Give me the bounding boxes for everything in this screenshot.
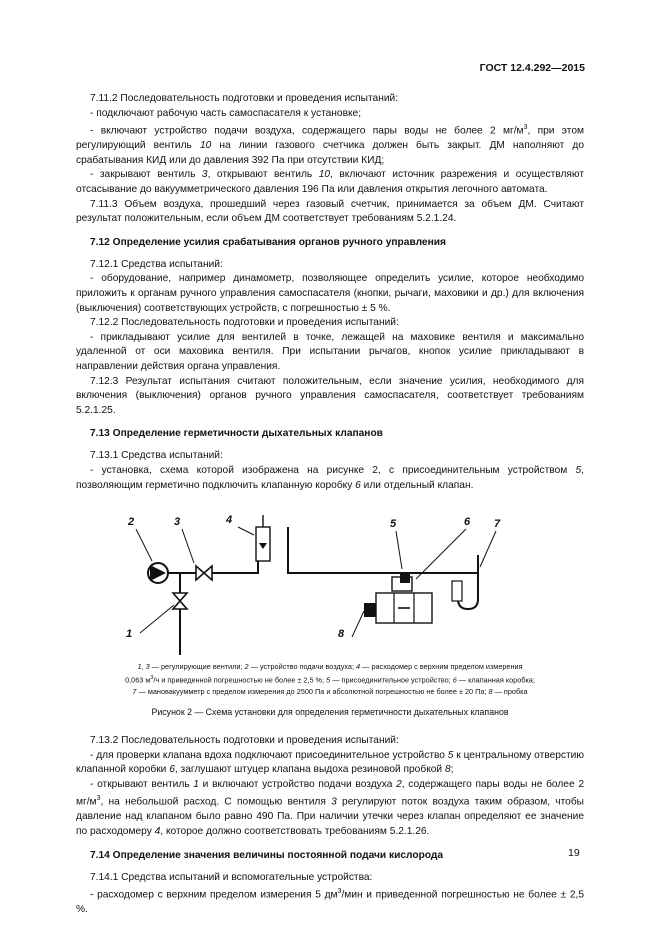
section-heading: 7.13 Определение герметичности дыхательных клапанов bbox=[90, 428, 383, 440]
label-6: 6 bbox=[464, 516, 471, 529]
label-4: 4 bbox=[226, 514, 233, 527]
page-content bbox=[76, 92, 584, 918]
page-number: 19 bbox=[568, 847, 580, 859]
document-header: ГОСТ 12.4.292—2015 bbox=[479, 62, 585, 74]
paragraph: 7.11.2 Последовательность подготовки и проведения испытаний: bbox=[90, 93, 399, 104]
pipe-main bbox=[288, 527, 478, 573]
paragraph: - для проверки клапана вдоха подключают присоединительное устройство 5 к центральному отверстию клапанной коробки 6, заглушают штуцер клапана выдоха резиновой пробкой 8; bbox=[76, 749, 584, 776]
paragraph: - прикладывают усилие для вентилей в точке, лежащей на маховике вентиля и максимально удаленной от оси маховика вентиля. При испытании рычагов, кнопок усилие прикладывают в направлении действия органа управления. bbox=[76, 331, 584, 372]
paragraph: - включают устройство подачи воздуха, содержащего пары воды не более 2 $мг/м^3$, при этом регулирующий вентиль 10 на линии газового счетчика должен быть закрыт. ДМ наполняют до срабатывания КИД или до давления 392 Па при отсутствии КИД; bbox=[76, 124, 585, 166]
paragraph: 7.12.1 Средства испытаний: bbox=[90, 258, 223, 270]
paragraph: - подключают рабочую часть самоспасателя к установке; bbox=[90, 107, 362, 119]
paragraph: - открывают вентиль 1 и включают устройство подачи воздуха 2, содержащего пары воды не более 2 $мг/м^3$, на небольшой расход. С помощью вентиля 3 регулируют поток воздуха таким образом, чтобы давление над клапаном было равно 490 Па. При наличии утечки через клапан определяют ее значение по расходомеру 4, которое должно соответствовать требованиям 5.2.1.26. bbox=[76, 778, 584, 837]
paragraph: - расходомер с верхним пределом измерения 5 $дм^3$/мин и приведенной погрешностью не более ± 2,5 %. bbox=[76, 888, 584, 916]
label-2: 2 bbox=[128, 516, 135, 529]
label-5: 5 bbox=[390, 518, 397, 531]
plug-8-icon bbox=[364, 603, 376, 617]
section-heading: 7.14 Определение значения величины постоянной подачи кислорода bbox=[90, 849, 444, 861]
label-8: 8 bbox=[338, 628, 345, 641]
label-7: 7 bbox=[494, 518, 501, 531]
paragraph: 7.13.2 Последовательность подготовки и проведения испытаний: bbox=[90, 735, 399, 747]
paragraph: 7.13.1 Средства испытаний: bbox=[90, 450, 223, 462]
paragraph: 7.14.1 Средства испытаний и вспомогательные устройства: bbox=[90, 871, 373, 883]
pipe-to-flowmeter bbox=[158, 527, 258, 573]
figure-title: Рисунок 2 — Схема установки для определения герметичности дыхательных клапанов bbox=[151, 707, 509, 718]
paragraph: 7.12.2 Последовательность подготовки и проведения испытаний: bbox=[90, 317, 399, 329]
paragraph: - закрывают вентиль 3, открывают вентиль 10, включают источник разрежения и осуществляют отсасывание до вакуумметрического давления 196 Па или давления открытия легочного автомата. bbox=[76, 169, 584, 195]
figure-legend: 1, 3 — регулирующие вентили; 2 — устройство подачи воздуха; 4 — расходомер с верхним пределом измерения 0,063 $м^3/ч$ и приведенной погрешностью не более ± 2,5 %; 5 — присоединительное устройство; 6 — клапанная коробка; 7 — мановакуумметр с пределом измерения до 2500 Па и абсолютной погрешностью не более ± 20 Па; 8 — пробка bbox=[125, 662, 535, 696]
valve-3-icon bbox=[196, 566, 212, 580]
paragraph: - оборудование, например динамометр, позволяющее определить усилие, которое необходимо приложить к органам ручного управления самоспасателя (кнопки, рычаги, маховики и др.) для включения (выключения) соответствующих устройств, с погрешностью ± 5 %. bbox=[76, 273, 584, 314]
paragraph: 7.11.3 Объем воздуха, прошедший через газовый счетчик, принимается за объем ДМ. Считают результат положительным, если объем ДМ соответствует требованиям 5.2.1.24. bbox=[76, 198, 584, 225]
paragraph: - установка, схема которой изображена на рисунке 2, с присоединительным устройством 5, позволяющим герметично подключить клапанную коробку 6 или отдельный клапан. bbox=[76, 465, 584, 491]
section-heading: 7.12 Определение усилия срабатывания органов ручного управления bbox=[90, 236, 446, 248]
valve-1-icon bbox=[173, 593, 187, 609]
test-setup-diagram bbox=[76, 515, 584, 655]
paragraph: 7.12.3 Результат испытания считают положительным, если значение усилия, необходимого для включения (выключения) органов ручного управления самоспасателя, соответствует требованиям 5.2.1.25. bbox=[76, 375, 584, 416]
label-3: 3 bbox=[174, 516, 181, 529]
label-1: 1 bbox=[126, 628, 133, 641]
